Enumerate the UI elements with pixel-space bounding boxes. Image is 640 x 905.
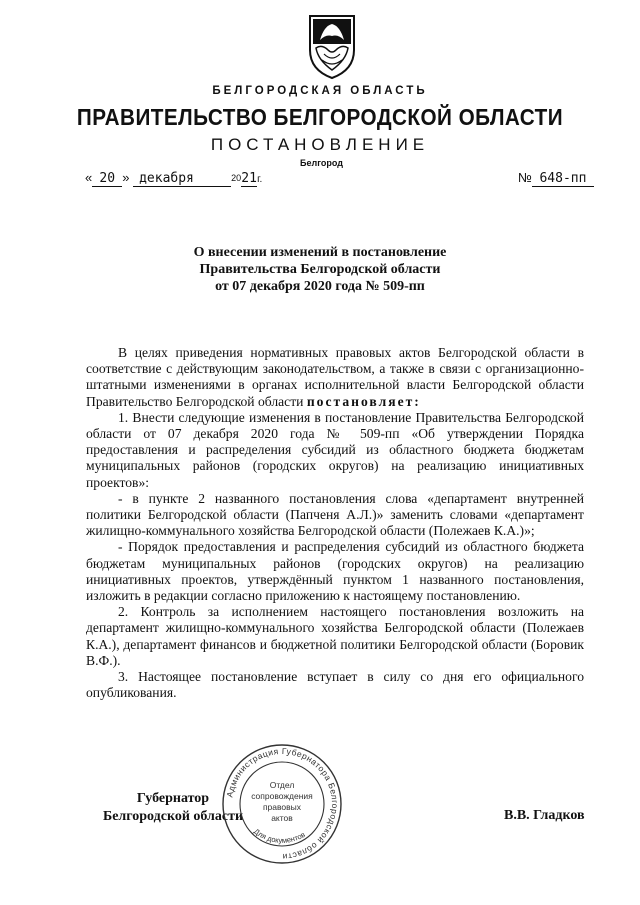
government-name: ПРАВИТЕЛЬСТВО БЕЛГОРОДСКОЙ ОБЛАСТИ [76, 104, 564, 130]
official-stamp [220, 742, 344, 866]
preamble-keyword: постановляет: [306, 393, 421, 409]
subject-line-2: Правительства Белгородской области [199, 262, 441, 277]
signatory-name: В.В. Гладков [504, 808, 585, 823]
date-year-unit: г. [257, 174, 263, 185]
stamp-bottom-text: Для документов [252, 826, 307, 845]
signatory-title-line-2: Белгородской области [102, 809, 244, 824]
stamp-inner-line-4: актов [271, 813, 293, 823]
city-name: Белгород [300, 158, 343, 168]
date-day: 20 [99, 171, 116, 186]
body-paragraph-preamble [86, 345, 584, 410]
subject-line-1: О внесении изменений в постановление [193, 245, 447, 260]
date-open-quote: « [85, 170, 93, 185]
region-name: БЕЛГОРОДСКАЯ ОБЛАСТЬ [212, 85, 428, 97]
body-paragraph-3: 3. Настоящее постановление вступает в силу со дня его официального опубликования. [86, 669, 584, 701]
body-paragraph-1b: - Порядок предоставления и распределения субсидий из областного бюджета бюджетам муниципальных районов (городских округов) на реализацию инициативных проектов, утверждённый пунктом 1 названного постановления, изложить в редакции согласно приложению к настоящему постановлению. [86, 539, 584, 604]
subject-line-3: от 07 декабря 2020 года № 509-пп [215, 279, 425, 294]
document-subject [0, 244, 640, 295]
date-close-quote: » [122, 170, 130, 185]
stamp-inner-line-3: правовых [262, 802, 302, 812]
coat-of-arms-emblem [302, 14, 362, 80]
number-value: 648-пп [532, 171, 594, 187]
stamp-inner-line-1: Отдел [269, 780, 295, 790]
signatory-title-line-1: Губернатор [136, 791, 210, 806]
number-label: № [518, 170, 532, 185]
preamble-text: В целях приведения нормативных правовых актов Белгородской области в соответствие с действующим законодательством, а также в связи с организационно-штатными изменениями в органах исполнительной власти Белгородской области Правительство Белгородской области [86, 345, 584, 409]
body-paragraph-1: 1. Внести следующие изменения в постановление Правительства Белгородской области от 07 декабря 2020 года № 509-пп «Об утверждении Порядка предоставления и распределения субсидий из областного бюджета бюджетам муниципальных районов (городских округов) на реализацию инициативных проектов»: [86, 409, 584, 490]
body-paragraph-1a: - в пункте 2 названного постановления слова «департамент внутренней политики Белгородской области (Папченя А.Л.)» заменить словами «департамент жилищно-коммунального хозяйства Белгородской области (Полежаев К.А.)»; [86, 490, 584, 539]
date-year-suffix: 21 [241, 171, 257, 186]
body-paragraph-2: 2. Контроль за исполнением настоящего постановления возложить на департамент жилищно-коммунального хозяйства Белгородской области (Полежаев К.А.), департамент финансов и бюджетной политики Белгородской области (Боровик В.Ф.). [86, 604, 584, 668]
date-year-prefix: 20 [231, 173, 242, 183]
stamp-inner-line-2: сопровождения [251, 791, 313, 801]
stamp-ring-text: Администрация Губернатора Белгородской области [224, 745, 341, 863]
document-date [85, 170, 262, 187]
document-number [518, 170, 594, 187]
document-type: ПОСТАНОВЛЕНИЕ [210, 135, 430, 154]
date-month: декабря [139, 171, 194, 186]
document-body [86, 345, 584, 701]
